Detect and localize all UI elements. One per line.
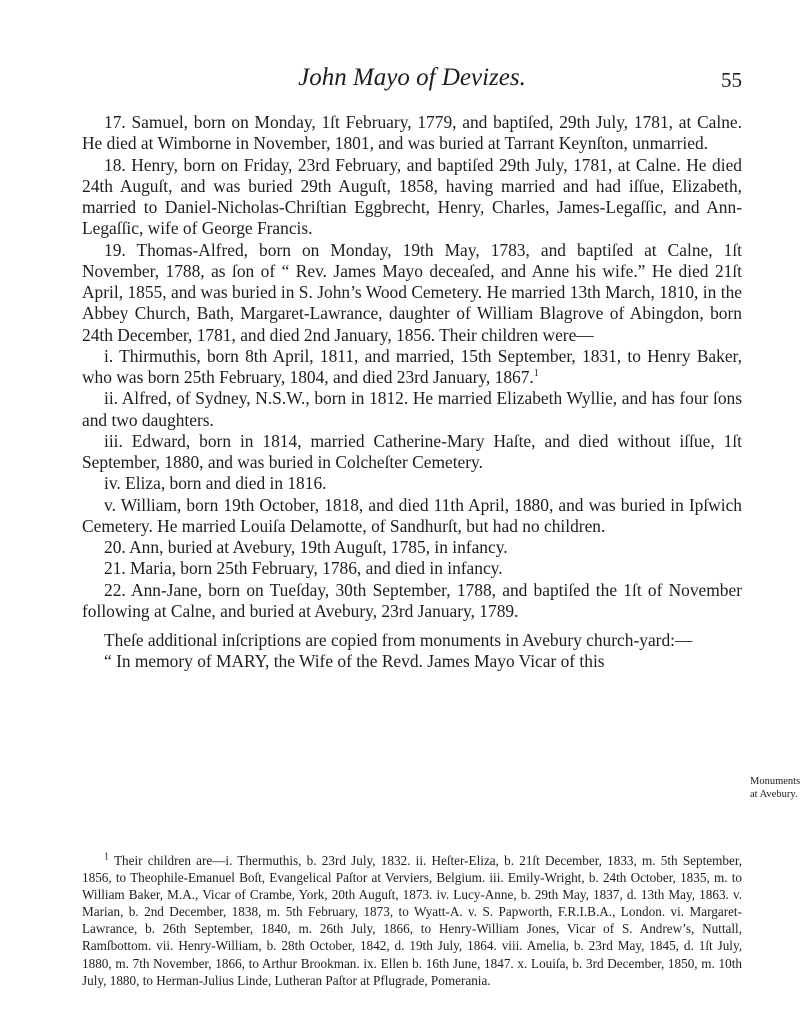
children-list xyxy=(82,346,742,537)
inscriptions-intro: Theſe additional inſcriptions are copied from monuments in Avebury church-yard:— xyxy=(104,630,693,650)
page-header xyxy=(82,64,742,98)
entry-21: 21. Maria, born 25th February, 1786, and died in infancy. xyxy=(104,558,503,579)
entry-18: 18. Henry, born on Friday, 23rd February, and baptiſed 29th July, 1781, at Calne. He died 24th Auguſt, and was buried 29th Auguſt, 1858, having married and had iſſue, Elizabeth, married to Daniel-Nicholas-Chriſtian Eggbrecht, Henry, Charles, James-Legaſſic, and Ann-Legaſſic, wife of George Francis. xyxy=(82,154,742,239)
entry-17: 17. Samuel, born on Monday, 1ſt February, 1779, and baptiſed, 29th July, 1781, at Calne. He died at Wimborne in November, 1801, and was buried at Tarrant Keynſton, unmarried. xyxy=(82,112,742,154)
running-title: John Mayo of Devizes. xyxy=(298,64,526,91)
child-iii: iii. Edward, born in 1814, married Catherine-Mary Haſte, and died without iſſue, 1ſt September, 1880, and was buried in Colcheſter Cemetery. xyxy=(82,430,742,472)
entry-20: 20. Ann, buried at Avebury, 19th Auguſt, 1785, in infancy. xyxy=(104,537,508,557)
margin-note: Monuments at Avebury. xyxy=(750,776,801,800)
footnote-marker: 1 xyxy=(104,851,109,863)
main-text xyxy=(82,112,742,673)
page-number: 55 xyxy=(721,68,742,92)
footnotes xyxy=(82,852,742,989)
entry-22: 22. Ann-Jane, born on Tueſday, 30th September, 1788, and baptiſed the 1ſt of November following at Calne, and buried at Avebury, 23rd January, 1789. xyxy=(82,579,742,621)
footnote-1 xyxy=(82,852,742,989)
entry-19: 19. Thomas-Alfred, born on Monday, 19th May, 1783, and baptiſed at Calne, 1ſt November, 1788, as ſon of “ Rev. James Mayo deceaſed, and Anne his wife.” He died 21ſt April, 1855, and was buried in S. John’s Wood Cemetery. He married 13th March, 1810, in the Abbey Church, Bath, Margaret-Lawrance, daughter of William Blagrove of Abingdon, born 24th December, 1781, and died 2nd January, 1856. Their children were— xyxy=(82,239,742,345)
footnote-ref: 1 xyxy=(533,368,539,380)
paragraph-gap xyxy=(82,622,742,630)
child-ii: ii. Alfred, of Sydney, N.S.W., born in 1812. He married Elizabeth Wyllie, and has four ſons and two daughters. xyxy=(82,388,742,430)
child-iv: iv. Eliza, born and died in 1816. xyxy=(104,473,327,494)
memory-inscription: “ In memory of MARY, the Wife of the Revd. James Mayo Vicar of this xyxy=(104,651,605,672)
child-i xyxy=(82,346,742,389)
child-i-text: i. Thirmuthis, born 8th April, 1811, and married, 15th September, 1831, to Henry Baker, who was born 25th February, 1804, and died 23rd January, 1867. xyxy=(82,345,742,387)
footnote-text: Their children are—i. Thermuthis, b. 23rd July, 1832. ii. Heſter-Eliza, b. 21ſt December, 1833, m. 5th September, 1856, to Theophile-Emanuel Boſt, Evangelical Paſtor at Verviers, Belgium. iii. Emily-Wright, b. 24th October, 1835, m. to William Baker, M.A., Vicar of Crambe, York, 20th Auguſt, 1873. iv. Lucy-Anne, b. 29th May, 1837, d. 13th May, 1863. v. Marian, b. 2nd December, 1838, m. 5th February, 1873, to Wyatt-A. v. S. Papworth, F.R.I.B.A., London. vi. Margaret-Lawrance, b. 26th September, 1840, m. 26th July, 1866, to Henry-William Jones, Vicar of S. Andrew’s, Nuttall, Ramſbottom. vii. Henry-William, b. 28th October, 1842, d. 19th July, 1864. viii. Amelia, b. 23rd May, 1845, d. 1ſt July, 1880, m. 7th November, 1866, to Arthur Brookman. ix. Ellen b. 16th June, 1847. x. Louiſa, b. 3rd December, 1850, m. 10th July, 1880, to Herman-Julius Linde, Lutheran Paſtor at Pflugrade, Pomerania. xyxy=(82,853,742,988)
child-v: v. William, born 19th October, 1818, and died 11th April, 1880, and was buried in Ipſwich Cemetery. He married Louiſa Delamotte, of Sandhurſt, but had no children. xyxy=(82,494,742,536)
